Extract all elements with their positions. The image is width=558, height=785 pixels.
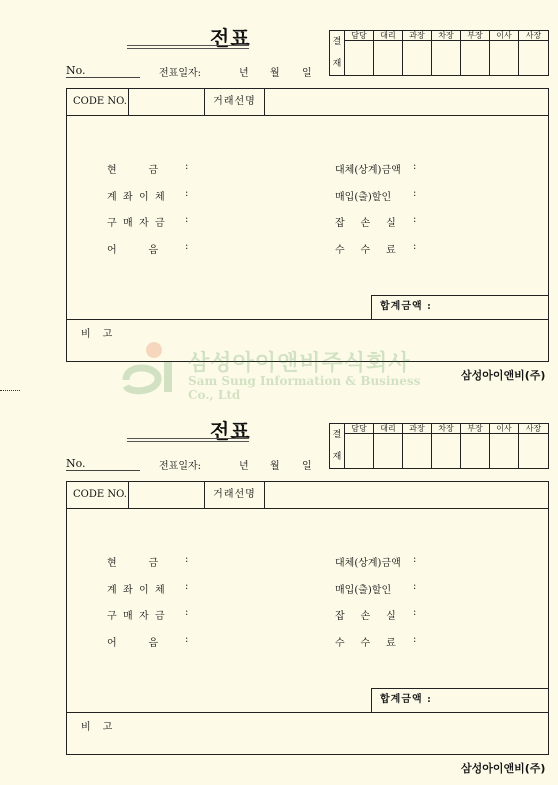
item-offset-label: 대체(상계)금액: [335, 165, 401, 176]
approval-sign-cell[interactable]: [461, 434, 490, 468]
approval-side-label: 결 재: [330, 31, 345, 75]
no-field-line[interactable]: [66, 470, 140, 471]
item-colon: :: [413, 554, 417, 565]
approval-header: 차장: [432, 31, 461, 41]
total-amount-box[interactable]: 합계금액 :: [371, 295, 548, 319]
item-colon: :: [413, 161, 417, 172]
approval-side-label: 결 재: [330, 424, 345, 468]
item-misc-loss-label: 잡 손 실: [335, 611, 396, 622]
item-colon: :: [413, 634, 417, 645]
item-colon: :: [413, 188, 417, 199]
item-bill-label: 어 음: [107, 638, 159, 649]
item-colon: :: [185, 161, 189, 172]
date-month-label: 월: [270, 68, 280, 79]
code-label: CODE NO.: [67, 89, 129, 115]
approval-sign-cell[interactable]: [345, 434, 374, 468]
item-bill-label: 어 음: [107, 245, 159, 256]
approval-grid: [345, 31, 548, 75]
title-underline: [127, 45, 249, 46]
approval-header: 부장: [461, 424, 490, 434]
approval-sign-cell[interactable]: [432, 434, 461, 468]
voucher-title: 전표: [210, 26, 251, 50]
item-colon: :: [185, 188, 189, 199]
date-year-label: 년: [239, 68, 249, 79]
item-colon: :: [413, 607, 417, 618]
approval-header: 차장: [432, 424, 461, 434]
title-underline: [127, 438, 249, 439]
approval-header: 대리: [374, 31, 403, 41]
item-transfer-label: 계 좌 이 체: [107, 192, 165, 203]
voucher-bottom: [0, 393, 558, 785]
code-field[interactable]: [129, 89, 205, 115]
client-label: 거래선명: [205, 89, 265, 115]
remark-divider: [67, 712, 548, 713]
header-row: [67, 482, 548, 509]
item-offset-label: 대체(상계)금액: [335, 558, 401, 569]
item-colon: :: [185, 241, 189, 252]
approval-sign-cell[interactable]: [519, 434, 548, 468]
approval-sign-cell[interactable]: [374, 434, 403, 468]
item-transfer-label: 계 좌 이 체: [107, 585, 165, 596]
date-month-label: 월: [270, 461, 280, 472]
date-day-label: 일: [302, 68, 312, 79]
approval-header: 부장: [461, 31, 490, 41]
item-cash-label: 현 금: [107, 165, 159, 176]
client-label: 거래선명: [205, 482, 265, 508]
approval-header: 사장: [519, 31, 548, 41]
approval-header: 담당: [345, 424, 374, 434]
date-day-label: 일: [302, 461, 312, 472]
item-colon: :: [413, 241, 417, 252]
voucher-frame: [66, 481, 549, 755]
no-field-line[interactable]: [66, 77, 140, 78]
approval-sign-cell[interactable]: [345, 41, 374, 75]
remark-label: 비고: [81, 722, 125, 733]
item-cash-label: 현 금: [107, 558, 159, 569]
approval-sign-cell[interactable]: [490, 434, 519, 468]
code-field[interactable]: [129, 482, 205, 508]
approval-table: [329, 423, 549, 469]
approval-header: 과장: [403, 424, 432, 434]
approval-header: 대리: [374, 424, 403, 434]
item-fee-label: 수 수 료: [335, 638, 396, 649]
approval-header: 사장: [519, 424, 548, 434]
date-label: 전표일자:: [159, 68, 202, 79]
approval-sign-cell[interactable]: [519, 41, 548, 75]
date-label: 전표일자:: [159, 461, 202, 472]
approval-header: 이사: [490, 424, 519, 434]
voucher-top: [0, 0, 558, 392]
approval-sign-cell[interactable]: [461, 41, 490, 75]
item-colon: :: [185, 554, 189, 565]
approval-table: [329, 30, 549, 76]
header-row: [67, 89, 548, 116]
total-amount-box[interactable]: 합계금액 :: [371, 688, 548, 712]
item-discount-label: 매입(출)할인: [335, 192, 392, 203]
item-colon: :: [185, 581, 189, 592]
cut-line: [0, 390, 20, 391]
no-label: No.: [66, 64, 86, 77]
approval-sign-cell[interactable]: [374, 41, 403, 75]
item-discount-label: 매입(출)할인: [335, 585, 392, 596]
item-fee-label: 수 수 료: [335, 245, 396, 256]
item-purchase-fund-label: 구 매 자 금: [107, 611, 165, 622]
voucher-title: 전표: [210, 419, 251, 443]
item-colon: :: [185, 634, 189, 645]
code-label: CODE NO.: [67, 482, 129, 508]
item-colon: :: [413, 581, 417, 592]
approval-grid: [345, 424, 548, 468]
approval-sign-cell[interactable]: [490, 41, 519, 75]
approval-sign-cell[interactable]: [432, 41, 461, 75]
approval-sign-cell[interactable]: [403, 41, 432, 75]
approval-header: 이사: [490, 31, 519, 41]
date-year-label: 년: [239, 461, 249, 472]
item-colon: :: [413, 214, 417, 225]
approval-header: 과장: [403, 31, 432, 41]
item-purchase-fund-label: 구 매 자 금: [107, 218, 165, 229]
company-name: 삼성아이앤비(주): [461, 762, 546, 775]
remark-divider: [67, 319, 548, 320]
title-underline: [127, 48, 249, 49]
item-colon: :: [185, 214, 189, 225]
company-name: 삼성아이앤비(주): [461, 369, 546, 382]
item-colon: :: [185, 607, 189, 618]
no-label: No.: [66, 457, 86, 470]
approval-sign-cell[interactable]: [403, 434, 432, 468]
remark-label: 비고: [81, 329, 125, 340]
approval-header: 담당: [345, 31, 374, 41]
title-underline: [127, 441, 249, 442]
watermark-korean: 삼성아이앤비주식회사: [188, 351, 411, 376]
watermark-english: Sam Sung Information & Business Co., Ltd: [188, 374, 421, 402]
item-misc-loss-label: 잡 손 실: [335, 218, 396, 229]
voucher-frame: [66, 88, 549, 362]
